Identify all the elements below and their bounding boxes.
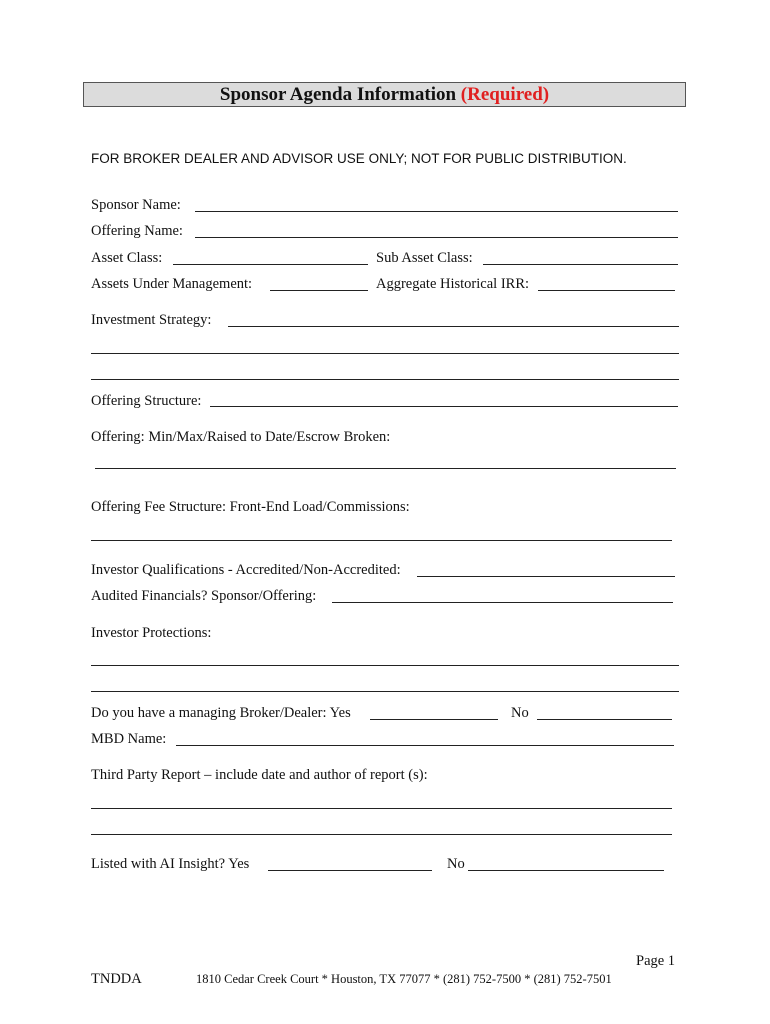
audited-financials-label: Audited Financials? Sponsor/Offering: [91,588,317,604]
third-party-report-field-1[interactable] [91,808,672,809]
mbd-name-label: MBD Name: [91,731,167,747]
offering-minmax-field[interactable] [95,468,676,469]
third-party-report-label: Third Party Report – include date and author of report (s): [91,767,428,783]
form-title [83,82,686,107]
managing-bd-no-field[interactable] [537,719,672,720]
investment-strategy-label: Investment Strategy: [91,312,212,328]
asset-class-field[interactable] [173,264,368,265]
footer-address: 1810 Cedar Creek Court * Houston, TX 77077 * (281) 752-7500 * (281) 752-7501 [196,972,612,986]
investor-protections-label: Investor Protections: [91,625,212,641]
listed-ai-insight-yes-field[interactable] [268,870,432,871]
listed-no-label: No [447,856,465,872]
irr-field[interactable] [538,290,675,291]
footer-org: TNDDA [91,971,142,987]
aum-field[interactable] [270,290,368,291]
offering-name-field[interactable] [195,237,678,238]
managing-bd-label: Do you have a managing Broker/Dealer: Yes [91,705,351,721]
investment-strategy-field-2[interactable] [91,353,679,354]
third-party-report-field-2[interactable] [91,834,672,835]
required-label: (Required) [460,84,550,105]
mbd-name-field[interactable] [176,745,674,746]
investment-strategy-field-1[interactable] [228,326,679,327]
fee-structure-field[interactable] [91,540,672,541]
investor-qualifications-field[interactable] [417,576,675,577]
offering-minmax-label: Offering: Min/Max/Raised to Date/Escrow Broken: [91,429,391,445]
audited-financials-field[interactable] [332,602,673,603]
sub-asset-class-label: Sub Asset Class: [376,250,473,266]
managing-bd-no-label: No [511,705,529,721]
investor-protections-field-1[interactable] [91,665,679,666]
investment-strategy-field-3[interactable] [91,379,679,380]
investor-protections-field-2[interactable] [91,691,679,692]
distribution-notice: FOR BROKER DEALER AND ADVISOR USE ONLY; NOT FOR PUBLIC DISTRIBUTION. [91,151,627,166]
listed-ai-insight-label: Listed with AI Insight? Yes [91,856,250,872]
asset-class-label: Asset Class: [91,250,163,266]
aum-label: Assets Under Management: [91,276,253,292]
offering-name-label: Offering Name: [91,223,183,239]
listed-no-field[interactable] [468,870,664,871]
sponsor-name-field[interactable] [195,211,678,212]
investor-qualifications-label: Investor Qualifications - Accredited/Non-Accredited: [91,562,401,578]
offering-structure-label: Offering Structure: [91,393,202,409]
offering-structure-field[interactable] [210,406,678,407]
fee-structure-label: Offering Fee Structure: Front-End Load/Commissions: [91,499,410,515]
page-number: Page 1 [636,953,676,969]
sub-asset-class-field[interactable] [483,264,678,265]
form-title-text: Sponsor Agenda Information [219,84,457,105]
managing-bd-yes-field[interactable] [370,719,498,720]
irr-label: Aggregate Historical IRR: [376,276,530,292]
sponsor-name-label: Sponsor Name: [91,197,181,213]
